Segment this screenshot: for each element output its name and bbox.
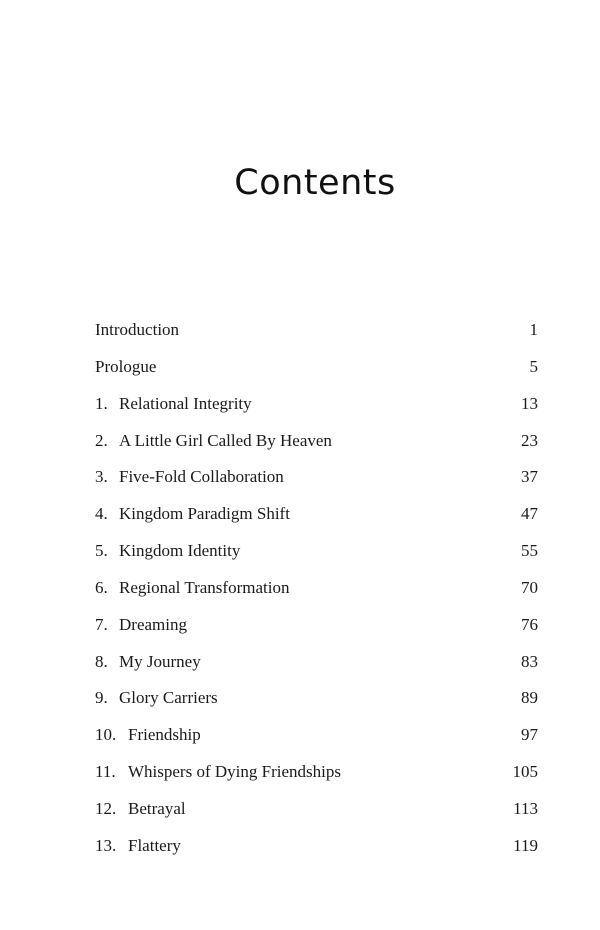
toc-entry-page: 55 bbox=[521, 541, 538, 561]
toc-entry-chapter-5[interactable] bbox=[95, 533, 538, 570]
toc-entry-title: Whispers of Dying Friendships bbox=[128, 762, 341, 782]
page-title: Contents bbox=[234, 163, 396, 203]
toc-entry-page: 13 bbox=[521, 393, 538, 413]
toc-entry-page: 1 bbox=[529, 320, 538, 339]
toc-entry-title: Betrayal bbox=[128, 798, 186, 818]
toc-entry-page: 47 bbox=[521, 504, 538, 524]
toc-entry-page: 113 bbox=[513, 798, 538, 818]
toc-entry-number: 9. bbox=[95, 688, 108, 708]
toc-entry-number: 4. bbox=[95, 504, 108, 524]
toc-entry-title: Regional Transformation bbox=[119, 577, 290, 597]
toc-entry-title: Kingdom Paradigm Shift bbox=[119, 504, 290, 524]
toc-entry-chapter-10[interactable] bbox=[95, 717, 538, 754]
toc-entry-title: Prologue bbox=[95, 356, 157, 376]
toc-entry-chapter-2[interactable] bbox=[95, 423, 538, 460]
toc-entry-number: 2. bbox=[95, 430, 108, 450]
toc-entry-title: A Little Girl Called By Heaven bbox=[119, 430, 332, 450]
toc-entry-number: 6. bbox=[95, 577, 108, 597]
toc-entry-title: Flattery bbox=[128, 835, 181, 855]
toc-entry-number: 7. bbox=[95, 614, 108, 634]
toc-entry-chapter-1[interactable] bbox=[95, 386, 538, 423]
toc-entry-page: 5 bbox=[529, 356, 538, 376]
toc-entry-number: 1. bbox=[95, 393, 108, 413]
toc-entry-title: Friendship bbox=[128, 725, 201, 745]
toc-entry-chapter-8[interactable] bbox=[95, 644, 538, 681]
toc-entry-page: 97 bbox=[521, 725, 538, 745]
toc-entry-title: Relational Integrity bbox=[119, 393, 252, 413]
toc-entry-title: My Journey bbox=[119, 651, 201, 671]
toc-entry-page: 89 bbox=[521, 688, 538, 708]
toc-entry-number: 12. bbox=[95, 798, 117, 818]
toc-entry-page: 83 bbox=[521, 651, 538, 671]
toc-entry-chapter-3[interactable] bbox=[95, 459, 538, 496]
toc-entry-page: 119 bbox=[513, 835, 538, 855]
toc-entry-page: 23 bbox=[521, 430, 538, 450]
toc-entry-chapter-4[interactable] bbox=[95, 496, 538, 533]
toc-entry-chapter-11[interactable] bbox=[95, 754, 538, 791]
toc-entry-title: Glory Carriers bbox=[119, 688, 218, 708]
toc-entry-chapter-6[interactable] bbox=[95, 570, 538, 607]
table-of-contents bbox=[95, 312, 538, 865]
toc-entry-chapter-7[interactable] bbox=[95, 607, 538, 644]
toc-entry-title: Dreaming bbox=[119, 614, 187, 634]
toc-entry-title: Five-Fold Collaboration bbox=[119, 467, 284, 487]
toc-entry-number: 3. bbox=[95, 467, 108, 487]
toc-entry-prologue[interactable] bbox=[95, 349, 538, 386]
toc-entry-introduction[interactable] bbox=[95, 312, 538, 349]
toc-entry-title: Introduction bbox=[95, 320, 180, 339]
toc-entry-chapter-13[interactable] bbox=[95, 828, 538, 865]
toc-entry-page: 70 bbox=[521, 577, 538, 597]
toc-entry-page: 105 bbox=[512, 762, 538, 782]
toc-entry-chapter-9[interactable] bbox=[95, 680, 538, 717]
toc-entry-title: Kingdom Identity bbox=[119, 541, 241, 561]
toc-entry-chapter-12[interactable] bbox=[95, 791, 538, 828]
toc-entry-page: 37 bbox=[521, 467, 538, 487]
toc-entry-number: 5. bbox=[95, 541, 108, 561]
toc-entry-number: 11. bbox=[95, 762, 116, 782]
toc-entry-number: 13. bbox=[95, 835, 117, 855]
toc-entry-page: 76 bbox=[521, 614, 538, 634]
toc-entry-number: 8. bbox=[95, 651, 108, 671]
toc-entry-number: 10. bbox=[95, 725, 117, 745]
